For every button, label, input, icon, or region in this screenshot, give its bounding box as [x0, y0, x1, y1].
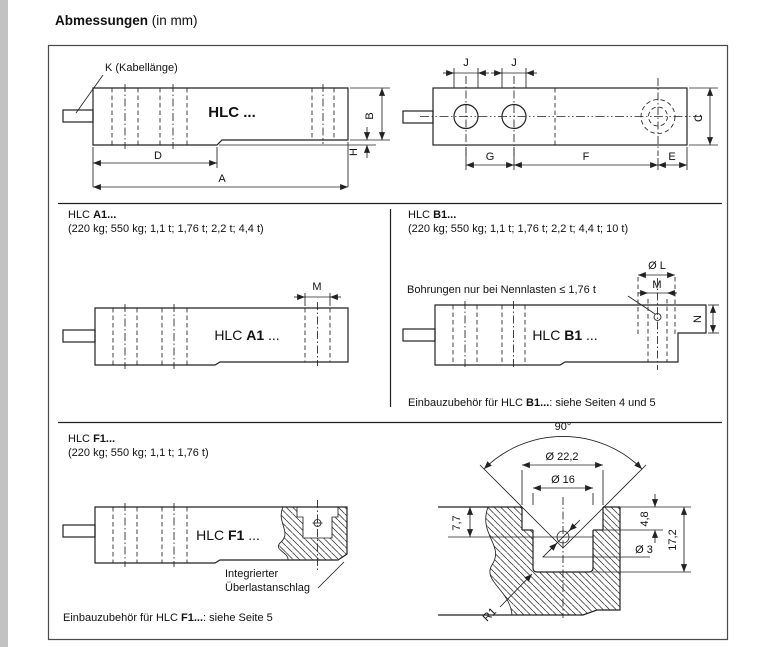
dim-label-g: G — [485, 151, 495, 163]
cable-length-label: K (Kabellänge) — [105, 62, 178, 74]
cable — [403, 111, 433, 123]
f1-panel-heading — [68, 433, 209, 460]
b1-note: Bohrungen nur bei Nennlasten ≤ 1,76 t — [407, 284, 596, 296]
f1-footer-suffix: : siehe Seite 5 — [203, 612, 273, 624]
f1-capacities: (220 kg; 550 kg; 1,1 t; 1,76 t) — [68, 446, 209, 459]
cable — [63, 110, 93, 122]
angle-label: 90° — [554, 421, 572, 433]
cable — [63, 525, 95, 537]
dim-label-dia16: Ø 16 — [551, 474, 575, 486]
page-title-bold: Abmessungen — [55, 13, 149, 28]
section-hatching — [278, 507, 347, 560]
dim-label-j2: J — [511, 57, 517, 69]
f1-overload-line2: Überlastanschlag — [225, 581, 310, 594]
dim-label-dia22: Ø 22,2 — [545, 451, 579, 463]
a1-drawing — [63, 281, 348, 369]
product-label-suffix: ... — [244, 527, 260, 543]
f1-title-model: F1... — [93, 433, 116, 445]
section-hatching — [486, 507, 620, 615]
overload-leader-line — [318, 562, 344, 588]
dim-label-172: 17,2 — [667, 529, 679, 551]
cable — [403, 329, 435, 341]
a1-panel-heading — [68, 209, 264, 236]
product-label-suffix: ... — [582, 327, 598, 343]
f1-title — [68, 433, 209, 447]
dim-label-l: Ø L — [648, 260, 666, 272]
dim-label-77: 7,7 — [451, 515, 463, 531]
product-label-prefix: HLC — [532, 327, 565, 343]
dim-label-c: C — [693, 114, 705, 122]
a1-title — [68, 209, 264, 223]
dim-label-b: B — [364, 112, 376, 120]
b1-footer — [408, 397, 656, 411]
f1-footer — [63, 612, 273, 626]
hidden-hole-lines — [113, 503, 187, 567]
b1-footer-model: B1... — [526, 397, 550, 409]
product-label — [532, 327, 597, 343]
a1-title-prefix: HLC — [68, 209, 94, 221]
f1-overload-label — [225, 568, 310, 595]
a1-capacities: (220 kg; 550 kg; 1,1 t; 1,76 t; 2,2 t; 4,4 t) — [68, 222, 264, 235]
dim-label-m: M — [312, 281, 322, 293]
product-label: HLC ... — [208, 104, 256, 121]
a1-title-model: A1... — [93, 209, 117, 221]
overview-side-view — [63, 62, 390, 187]
outer-border — [49, 46, 728, 640]
product-label-model: A1 — [246, 327, 265, 343]
overview-top-view — [403, 57, 718, 170]
dim-label-j1: J — [463, 57, 469, 69]
dim-label-f: F — [582, 151, 590, 163]
dim-label-48: 4,8 — [639, 511, 651, 527]
page-title-rest: (in mm) — [148, 13, 198, 28]
product-label — [214, 327, 279, 343]
b1-drawing — [403, 260, 719, 370]
b1-panel-heading — [408, 209, 628, 236]
dim-label-n: N — [692, 315, 704, 323]
cable — [63, 330, 95, 342]
product-label — [196, 527, 260, 543]
dim-label-a: A — [218, 173, 226, 185]
product-label-suffix: ... — [264, 327, 280, 343]
frame — [49, 46, 728, 640]
detail-section-drawing — [438, 421, 691, 624]
dim-label-e: E — [668, 151, 676, 163]
dim-label-dia3: Ø 3 — [635, 544, 653, 556]
b1-capacities: (220 kg; 550 kg; 1,1 t; 1,76 t; 2,2 t; 4,4 t; 10 t) — [408, 222, 629, 235]
cable-leader-line — [76, 75, 103, 113]
f1-title-prefix: HLC — [68, 433, 94, 445]
product-label-model: F1 — [228, 527, 245, 543]
b1-title-prefix: HLC — [408, 209, 434, 221]
b1-footer-suffix: : siehe Seiten 4 und 5 — [549, 397, 656, 409]
f1-footer-model: F1... — [181, 612, 204, 624]
product-label-model: B1 — [564, 327, 583, 343]
f1-overload-line1: Integrierter — [225, 568, 279, 580]
dim-label-h: H — [348, 148, 360, 156]
dim-label-m: M — [652, 279, 662, 291]
product-label-prefix: HLC — [196, 527, 228, 543]
b1-title — [408, 209, 628, 223]
dim-label-d: D — [154, 150, 162, 162]
b1-title-model: B1... — [433, 209, 457, 221]
b1-footer-prefix: Einbauzubehör für HLC — [408, 397, 527, 409]
dim-label-r1: R1 — [480, 605, 500, 625]
product-label-prefix: HLC — [214, 327, 247, 343]
f1-footer-prefix: Einbauzubehör für HLC — [63, 612, 182, 624]
